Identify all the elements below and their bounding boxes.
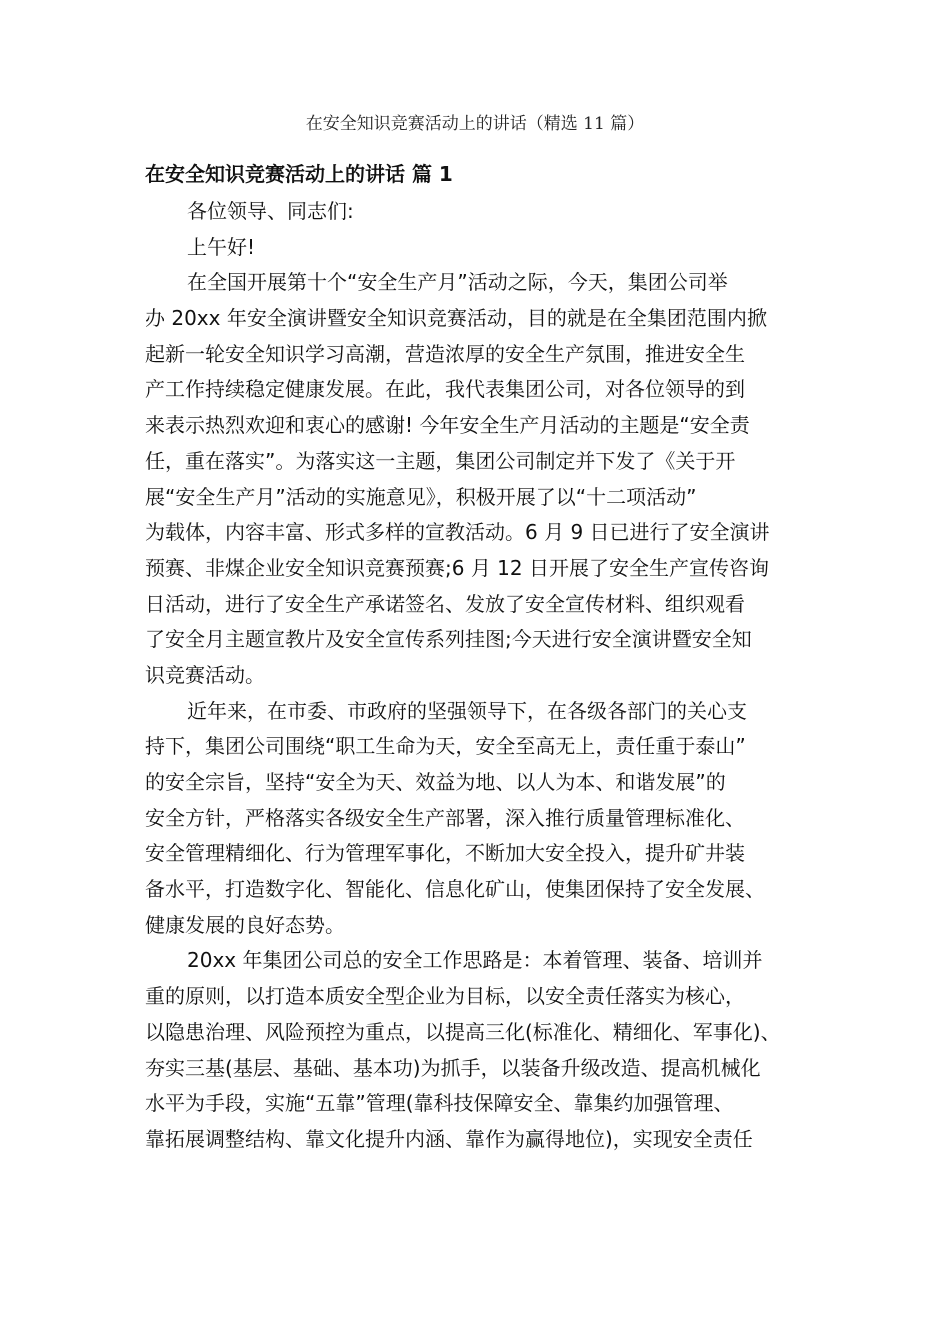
paragraph-line: 水平为手段，实施“五靠”管理(靠科技保障安全、靠集约加强管理、 — [145, 1091, 734, 1116]
paragraph-line: 各位领导、同志们: — [187, 199, 354, 223]
paragraph-line: 了安全月主题宣教片及安全宣传系列挂图;今天进行安全演讲暨安全知 — [145, 627, 752, 652]
paragraph-line: 上午好! — [187, 234, 256, 259]
paragraph-line: 来表示热烈欢迎和衷心的感谢! 今年安全生产月活动的主题是“安全责 — [145, 413, 750, 438]
paragraph-line: 近年来，在市委、市政府的坚强领导下，在各级各部门的关心支 — [187, 698, 747, 723]
paragraph-line: 备水平，打造数字化、智能化、信息化矿山，使集团保持了安全发展、 — [145, 877, 765, 902]
paragraph-line: 起新一轮安全知识学习高潮，营造浓厚的安全生产氛围，推进安全生 — [145, 341, 745, 366]
section-heading: 在安全知识竞赛活动上的讲话 篇 1 — [145, 162, 453, 186]
paragraph-line: 预赛、非煤企业安全知识竞赛预赛;6 月 12 日开展了安全生产宣传咨询 — [145, 555, 769, 580]
paragraph-line: 展“安全生产月”活动的实施意见》，积极开展了以“十二项活动” — [145, 484, 697, 509]
paragraph-line: 在全国开展第十个“安全生产月”活动之际，今天，集团公司举 — [187, 270, 728, 295]
document-body — [145, 194, 810, 1158]
document-title: 在安全知识竞赛活动上的讲话（精选 11 篇） — [305, 114, 645, 134]
paragraph-line: 任，重在落实”。为落实这一主题，集团公司制定并下发了《关于开 — [145, 448, 736, 473]
paragraph-line: 健康发展的良好态势。 — [145, 912, 345, 937]
paragraph-line: 重的原则，以打造本质安全型企业为目标，以安全责任落实为核心， — [145, 984, 745, 1009]
paragraph-line: 办 20xx 年安全演讲暨安全知识竞赛活动，目的就是在全集团范围内掀 — [145, 306, 767, 331]
paragraph-line: 持下，集团公司围绕“职工生命为天，安全至高无上，责任重于泰山” — [145, 734, 746, 759]
paragraph-line: 产工作持续稳定健康发展。在此，我代表集团公司，对各位领导的到 — [145, 377, 745, 402]
paragraph-line: 安全管理精细化、行为管理军事化，不断加大安全投入，提升矿井装 — [145, 841, 745, 866]
paragraph-line: 靠拓展调整结构、靠文化提升内涵、靠作为赢得地位)，实现安全责任 — [145, 1126, 753, 1151]
paragraph-line: 为载体，内容丰富、形式多样的宣教活动。6 月 9 日已进行了安全演讲 — [145, 520, 770, 545]
paragraph-line: 识竞赛活动。 — [145, 662, 265, 687]
paragraph-line: 以隐患治理、风险预控为重点，以提高三化(标准化、精细化、军事化)、 — [145, 1019, 781, 1044]
paragraph-line: 20xx 年集团公司总的安全工作思路是：本着管理、装备、培训并 — [187, 948, 763, 973]
paragraph-line: 夯实三基(基层、基础、基本功)为抓手，以装备升级改造、提高机械化 — [145, 1055, 761, 1080]
paragraph-line: 日活动，进行了安全生产承诺签名、发放了安全宣传材料、组织观看 — [145, 591, 745, 616]
paragraph-line: 安全方针，严格落实各级安全生产部署，深入推行质量管理标准化、 — [145, 805, 745, 830]
paragraph-line: 的安全宗旨，坚持“安全为天、效益为地、以人为本、和谐发展”的 — [145, 770, 726, 794]
